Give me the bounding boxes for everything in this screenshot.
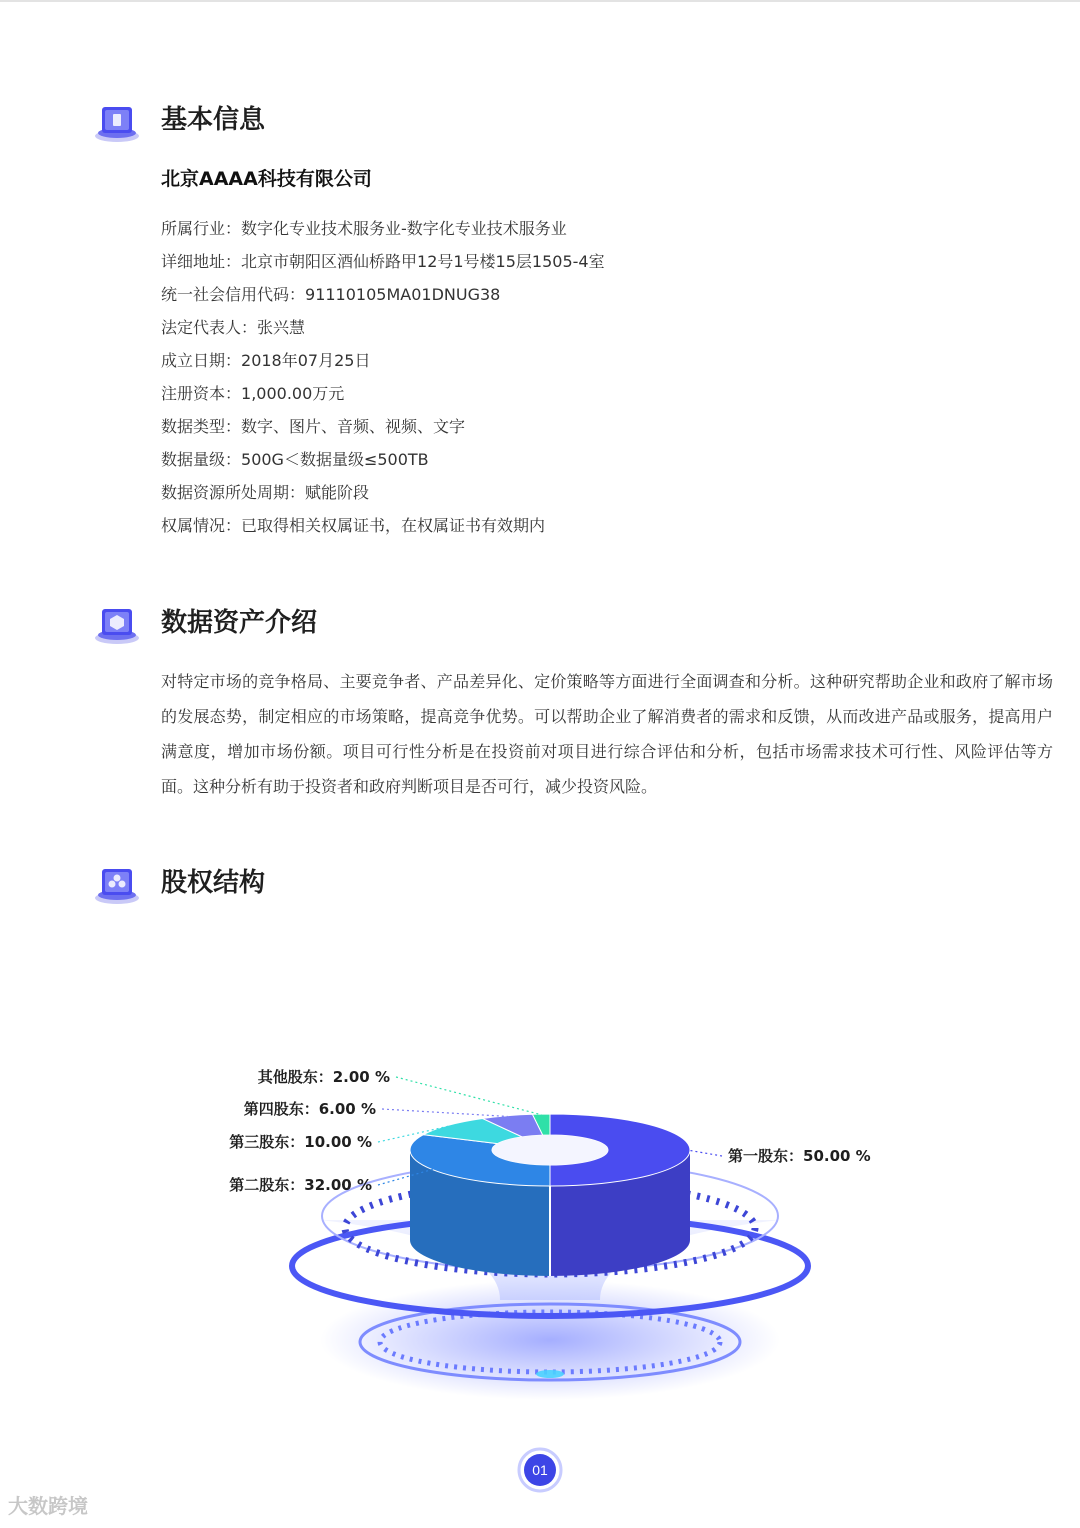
- info-label: 权属情况：: [161, 516, 242, 535]
- info-label: 数据类型：: [161, 417, 242, 436]
- info-item-credit-code: [161, 278, 605, 311]
- info-item-ownership: [161, 509, 605, 542]
- pie-hole: [492, 1135, 608, 1165]
- info-value: 500G＜数据量级≤500TB: [241, 450, 429, 469]
- page-number-badge: [517, 1447, 563, 1493]
- data-asset-description: 对特定市场的竞争格局、主要竞争者、产品差异化、定价策略等方面进行全面调查和分析。这种研究帮助企业和政府了解市场的发展态势，制定相应的市场策略，提高竞争优势。可以帮助企业了解消费者的需求和反馈，从而改进产品或服务，提高用户满意度，增加市场份额。项目可行性分析是在投资前对项目进行综合评估和分析，包括市场需求技术可行性、风险评估等方面。这种分析有助于投资者和政府判断项目是否可行，减少投资风险。: [161, 672, 1053, 796]
- company-name: 北京AAAA科技有限公司: [161, 168, 372, 190]
- pie-label-1: 第二股东：32.00 %: [229, 1176, 372, 1194]
- basic-info-title: 基本信息: [161, 105, 266, 135]
- pie-leader-3: [382, 1109, 508, 1116]
- info-label: 详细地址：: [161, 252, 242, 271]
- info-value: 数字化专业技术服务业-数字化专业技术服务业: [241, 219, 567, 238]
- info-item-capital: [161, 377, 605, 410]
- info-item-address: [161, 245, 605, 278]
- info-label: 成立日期：: [161, 351, 242, 370]
- company-info-list: [161, 212, 605, 542]
- watermark-text: 大数跨境: [8, 1494, 88, 1518]
- info-item-data-volume: [161, 443, 605, 476]
- info-label: 数据资源所处周期：: [161, 483, 306, 502]
- info-label: 法定代表人：: [161, 318, 258, 337]
- info-value: 1,000.00万元: [241, 384, 345, 403]
- info-value: 北京市朝阳区酒仙桥路甲12号1号楼15层1505-4室: [241, 252, 605, 271]
- pie-label-3: 第四股东：6.00 %: [243, 1100, 376, 1118]
- info-value: 张兴慧: [257, 318, 306, 337]
- equity-structure-title: 股权结构: [161, 868, 266, 898]
- info-label: 所属行业：: [161, 219, 242, 238]
- pie-label-2: 第三股东：10.00 %: [229, 1133, 372, 1151]
- info-value: 数字、图片、音频、视频、文字: [241, 417, 466, 436]
- info-item-lifecycle: [161, 476, 605, 509]
- page-number: 01: [532, 1462, 548, 1478]
- info-value: 赋能阶段: [305, 483, 370, 502]
- basic-info-icon: [93, 98, 141, 144]
- pie-leader-0: [687, 1150, 722, 1156]
- top-divider: [0, 0, 1080, 2]
- info-item-founded: [161, 344, 605, 377]
- pie-label-0: 第一股东：50.00 %: [728, 1147, 871, 1165]
- info-label: 注册资本：: [161, 384, 242, 403]
- info-item-legal-rep: [161, 311, 605, 344]
- base-highlight: [536, 1370, 564, 1378]
- pie-leader-4: [396, 1077, 541, 1115]
- data-asset-icon: [93, 600, 141, 646]
- info-value: 91110105MA01DNUG38: [305, 285, 501, 304]
- data-asset-title: 数据资产介绍: [161, 608, 318, 638]
- info-label: 数据量级：: [161, 450, 242, 469]
- info-value: 2018年07月25日: [241, 351, 371, 370]
- info-item-data-type: [161, 410, 605, 443]
- info-item-industry: [161, 212, 605, 245]
- equity-structure-icon: [93, 860, 141, 906]
- pie-seam: [549, 1186, 551, 1276]
- pie-label-4: 其他股东：2.00 %: [257, 1068, 390, 1086]
- info-label: 统一社会信用代码：: [161, 285, 306, 304]
- info-value: 已取得相关权属证书，在权属证书有效期内: [241, 516, 546, 535]
- equity-pie-chart: [200, 1040, 900, 1430]
